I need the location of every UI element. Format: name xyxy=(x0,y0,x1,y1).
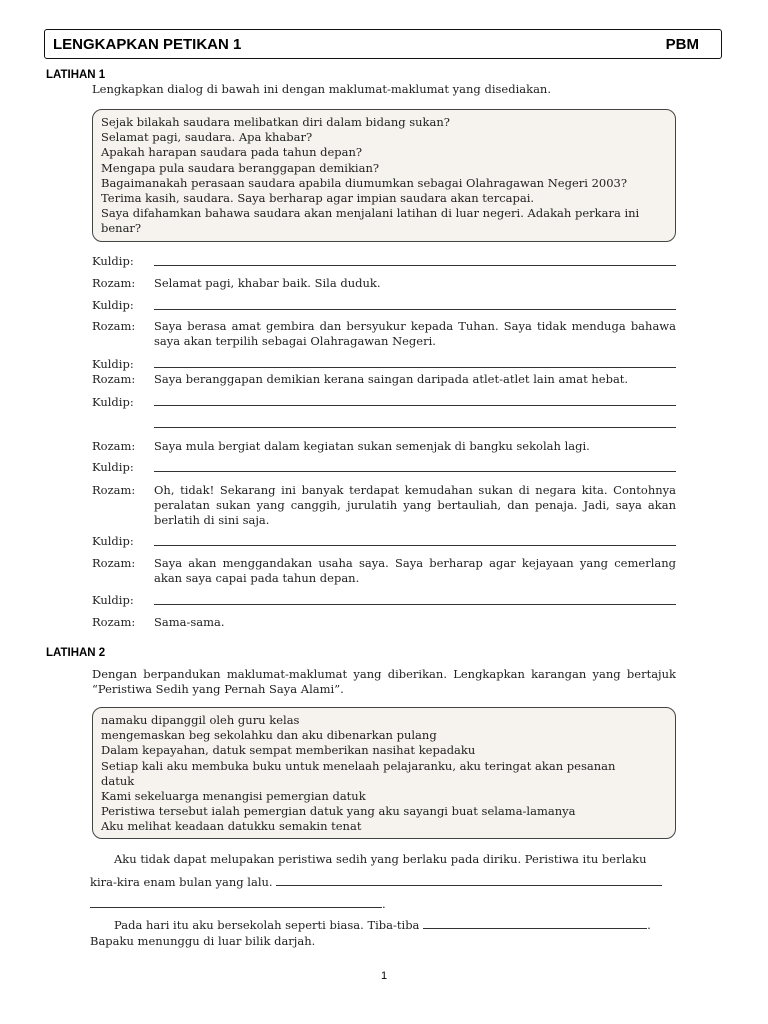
period-mark: . xyxy=(647,918,651,932)
info-line: Mengapa pula saudara beranggapan demikian? xyxy=(101,160,380,175)
info-line: Sejak bilakah saudara melibatkan diri dalam bidang sukan? xyxy=(101,115,450,129)
speaker-label: Rozam: xyxy=(92,483,136,497)
answer-line[interactable] xyxy=(154,265,676,266)
dialog-row-kuldip xyxy=(92,460,676,476)
answer-line[interactable] xyxy=(276,885,662,886)
answer-line[interactable] xyxy=(154,471,676,472)
dialog-text: Saya mula bergiat dalam kegiatan sukan semenjak di bangku sekolah lagi. xyxy=(154,439,590,453)
dialog-row-rozam xyxy=(92,556,676,588)
period-mark: . xyxy=(382,897,386,911)
dialog-row-kuldip xyxy=(92,254,676,270)
dialog-text: Sama-sama. xyxy=(154,615,225,629)
dialog-text: Saya beranggapan demikian kerana saingan daripada atlet-atlet lain amat hebat. xyxy=(154,372,629,386)
dialog-row-rozam xyxy=(92,439,676,455)
info-line: mengemaskan beg sekolahku dan aku dibenarkan pulang xyxy=(101,728,437,743)
latihan-1-instruction: Lengkapkan dialog di bawah ini dengan maklumat-maklumat yang disediakan. xyxy=(92,82,551,96)
dialog-text: Saya berasa amat gembira dan bersyukur kepada Tuhan. Saya tidak menduga bahawa saya akan terpilih sebagai Olahragawan Negeri. xyxy=(154,319,676,348)
info-line: Apakah harapan saudara pada tahun depan? xyxy=(101,145,363,160)
info-line: Setiap kali aku membuka buku untuk menelaah pelajaranku, aku teringat akan pesanan xyxy=(101,758,616,773)
info-line: Aku melihat keadaan datukku semakin tenat xyxy=(101,819,362,834)
speaker-label: Rozam: xyxy=(92,319,136,333)
dialog-text: Oh, tidak! Sekarang ini banyak terdapat kemudahan sukan di negara kita. Contohnya peralatan sukan yang canggih, jurulatih yang bertauliah, dan penaja. Jadi, saya akan berlatih di sini saja. xyxy=(154,483,676,527)
essay-paragraph-1-line-2 xyxy=(90,875,674,890)
answer-line[interactable] xyxy=(154,405,676,406)
latihan-2-instruction: Dengan berpandukan maklumat-maklumat yang diberikan. Lengkapkan karangan yang bertajuk “Peristiwa Sedih yang Pernah Saya Alami”. xyxy=(92,667,676,696)
dialog-row-rozam xyxy=(92,615,676,631)
essay-paragraph-2-line-2: Bapaku menunggu di luar bilik darjah. xyxy=(90,934,316,948)
info-line: Saya difahamkan bahawa saudara akan menjalani latihan di luar negeri. Adakah perkara ini xyxy=(101,206,640,221)
speaker-label: Rozam: xyxy=(92,439,136,453)
dialog-row-rozam xyxy=(92,483,676,529)
speaker-label: Kuldip: xyxy=(92,254,134,268)
latihan-1-label: LATIHAN 1 xyxy=(46,69,106,81)
speaker-label: Kuldip: xyxy=(92,534,134,548)
answer-line[interactable] xyxy=(154,367,676,368)
answer-line[interactable] xyxy=(154,604,676,605)
info-line: Terima kasih, saudara. Saya berharap agar impian saudara akan tercapai. xyxy=(101,191,535,206)
latihan-2-info-box xyxy=(92,707,676,839)
worksheet-title: LENGKAPKAN PETIKAN 1 xyxy=(53,35,242,53)
dialog-row-kuldip xyxy=(92,534,676,550)
dialog-row-kuldip xyxy=(92,298,676,314)
info-line: Dalam kepayahan, datuk sempat memberikan nasihat kepadaku xyxy=(101,743,476,758)
info-line: benar? xyxy=(101,221,142,236)
dialog-row-rozam xyxy=(92,372,676,388)
answer-line[interactable] xyxy=(423,928,647,929)
speaker-label: Rozam: xyxy=(92,276,136,290)
dialog-row-rozam xyxy=(92,319,676,351)
dialog-text: Saya akan menggandakan usaha saya. Saya berharap agar kejayaan yang cemerlang akan saya capai pada tahun depan. xyxy=(154,556,676,585)
speaker-label: Rozam: xyxy=(92,372,136,386)
speaker-label: Kuldip: xyxy=(92,593,134,607)
dialog-row-rozam xyxy=(92,276,676,292)
speaker-label: Kuldip: xyxy=(92,357,134,371)
info-line: namaku dipanggil oleh guru kelas xyxy=(101,713,300,727)
speaker-label: Kuldip: xyxy=(92,460,134,474)
info-line: Bagaimanakah perasaan saudara apabila diumumkan sebagai Olahragawan Negeri 2003? xyxy=(101,175,628,190)
answer-line[interactable] xyxy=(154,545,676,546)
info-line: datuk xyxy=(101,773,135,788)
essay-paragraph-1-line-1: Aku tidak dapat melupakan peristiwa sedih yang berlaku pada diriku. Peristiwa itu berlaku xyxy=(114,852,647,866)
speaker-label: Rozam: xyxy=(92,556,136,570)
dialog-row-kuldip xyxy=(92,593,676,609)
speaker-label: Kuldip: xyxy=(92,395,134,409)
essay-paragraph-1-line-3 xyxy=(90,897,674,912)
info-line: Selamat pagi, saudara. Apa khabar? xyxy=(101,130,313,145)
essay-paragraph-2-line-1 xyxy=(114,918,676,933)
dialog-row-kuldip xyxy=(92,395,676,431)
page-number: 1 xyxy=(380,970,388,982)
info-line: Peristiwa tersebut ialah pemergian datuk yang aku sayangi buat selama-lamanya xyxy=(101,804,576,819)
dialog-text: Selamat pagi, khabar baik. Sila duduk. xyxy=(154,276,381,290)
latihan-2-label: LATIHAN 2 xyxy=(46,647,106,659)
latihan-1-info-box xyxy=(92,109,676,242)
answer-line[interactable] xyxy=(90,907,382,908)
speaker-label: Kuldip: xyxy=(92,298,134,312)
dialog-row-kuldip xyxy=(92,357,676,371)
answer-line[interactable] xyxy=(154,309,676,310)
answer-line[interactable] xyxy=(154,427,676,428)
speaker-label: Rozam: xyxy=(92,615,136,629)
worksheet-header xyxy=(44,29,722,59)
info-line: Kami sekeluarga menangisi pemergian datuk xyxy=(101,789,366,804)
worksheet-tag: PBM xyxy=(665,35,699,53)
essay-text: kira-kira enam bulan yang lalu. xyxy=(90,875,273,889)
essay-text: Pada hari itu aku bersekolah seperti biasa. Tiba-tiba xyxy=(114,918,420,932)
